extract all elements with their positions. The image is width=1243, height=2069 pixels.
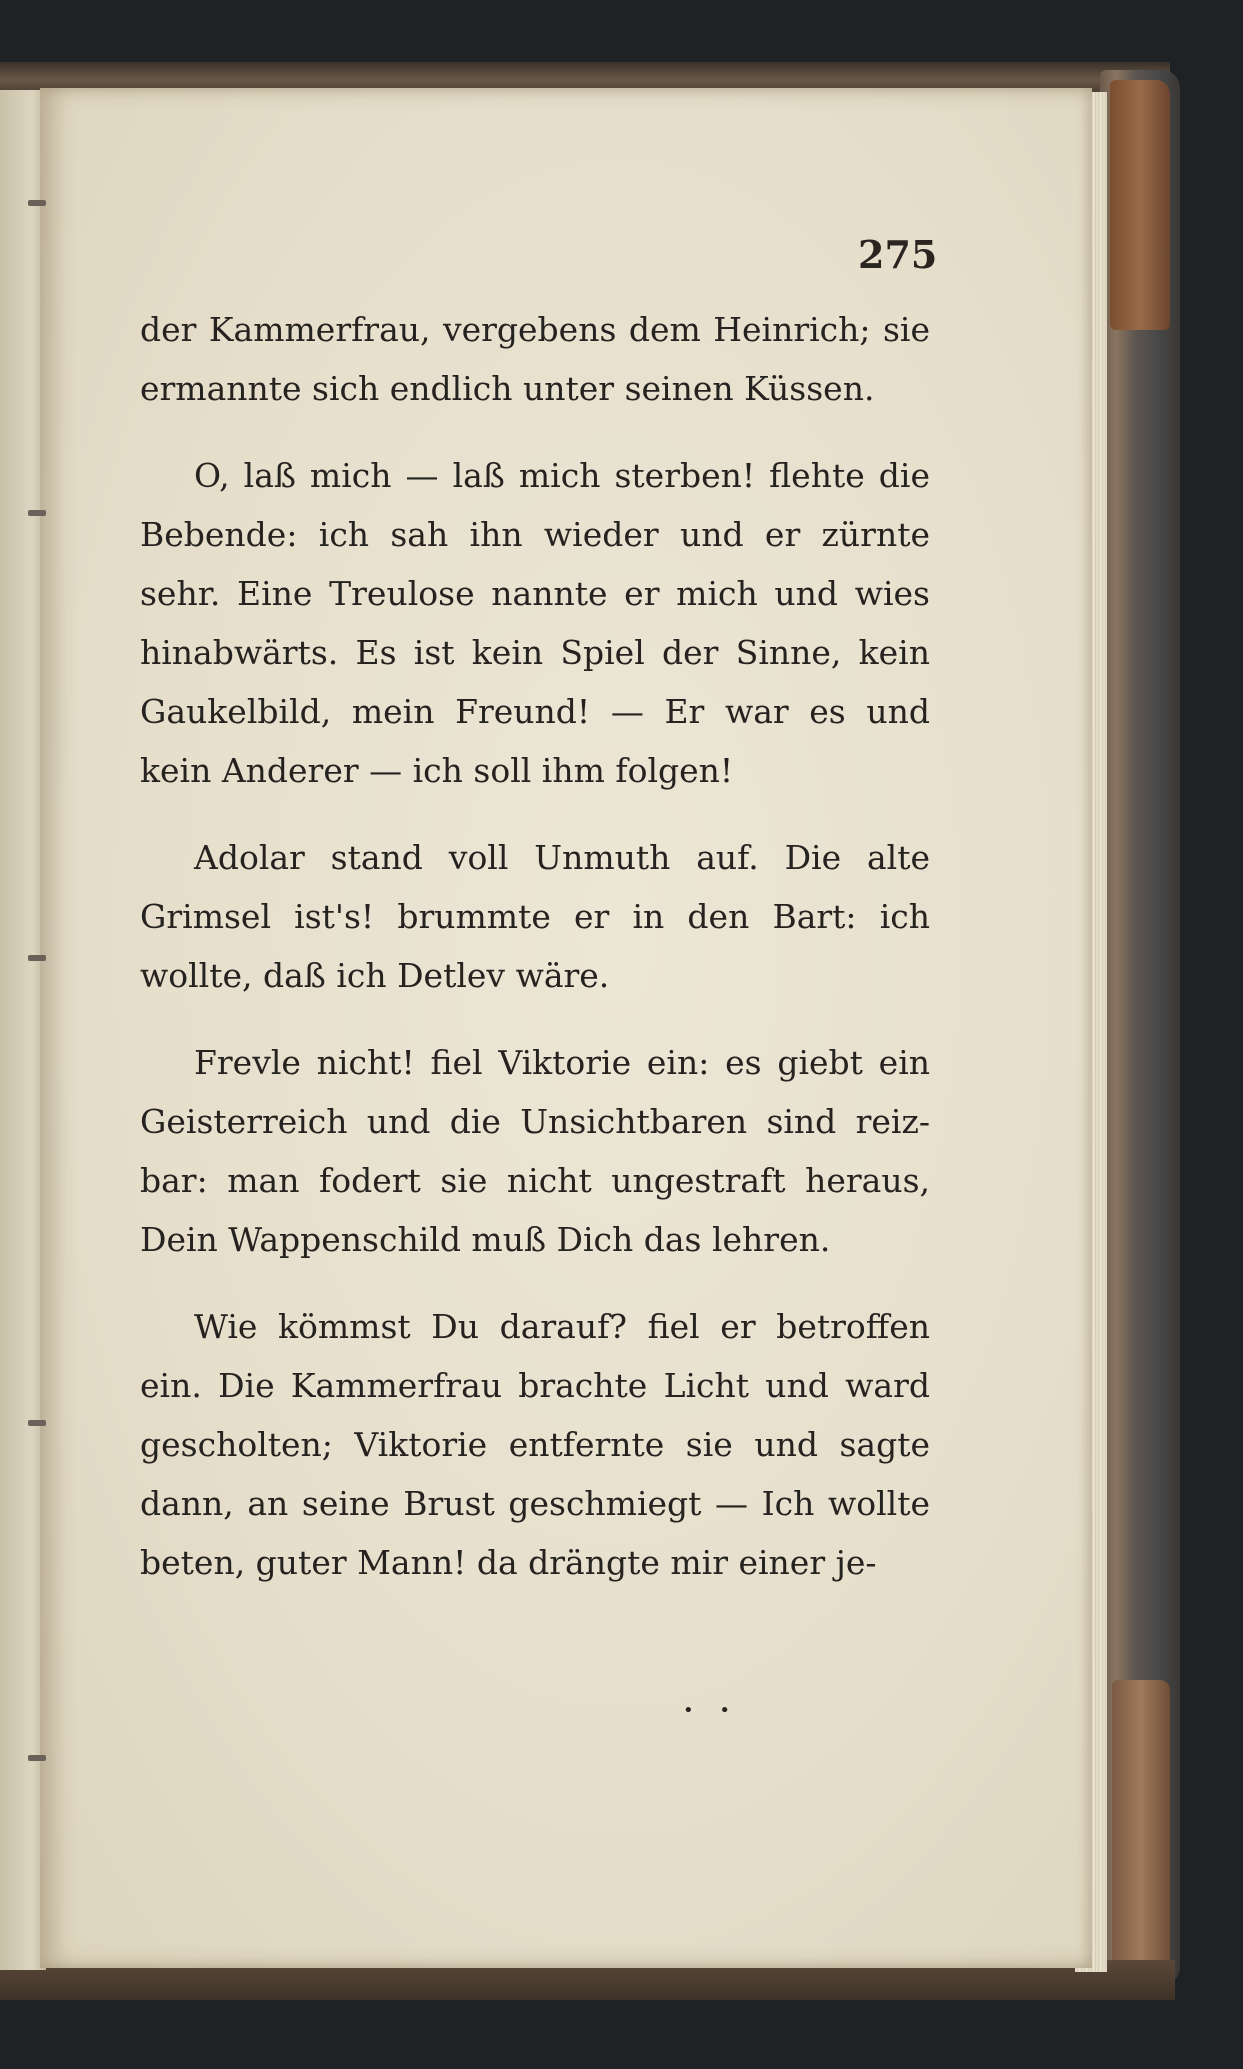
binding-thread-mark bbox=[28, 200, 46, 206]
spine-worn-area bbox=[1110, 80, 1170, 330]
binding-thread-mark bbox=[28, 510, 46, 516]
paragraph: der Kammerfrau, vergebens dem Heinrich; sie ermannte sich endlich unter seinen Küssen. bbox=[140, 310, 930, 408]
binding-thread-mark bbox=[28, 955, 46, 961]
paragraph: Adolar stand voll Unmuth auf. Die alte Grimsel ist's! brummte er in den Bart: ich wollte, daß ich Detlev wäre. bbox=[140, 838, 930, 995]
binding-thread-mark bbox=[28, 1755, 46, 1761]
binding-thread-mark bbox=[28, 1420, 46, 1426]
page-text bbox=[140, 300, 930, 1620]
signature-marks: • • bbox=[683, 1700, 740, 1721]
spine-worn-area-lower bbox=[1112, 1680, 1170, 1980]
paragraph: Frevle nicht! fiel Viktorie ein: es giebt ein Geisterreich und die Unsichtbaren sind reiz-bar: man fodert sie nicht ungestraft heraus, Dein Wappenschild muß Dich das lehren. bbox=[140, 1043, 930, 1259]
paragraph: Wie kömmst Du darauf? fiel er betroffen ein. Die Kammerfrau brachte Licht und ward gescholten; Viktorie entfernte sie und sagte dann, an seine Brust geschmiegt — Ich wollte beten, guter Mann! da drängte mir einer je- bbox=[140, 1307, 930, 1582]
paragraph: O, laß mich — laß mich sterben! flehte die Bebende: ich sah ihn wieder und er zürnte sehr. Eine Treulose nannte er mich und wies hinabwärts. Es ist kein Spiel der Sinne, kein Gaukelbild, mein Freund! — Er war es und kein Anderer — ich soll ihm folgen! bbox=[140, 456, 930, 790]
page-number: 275 bbox=[858, 232, 938, 277]
